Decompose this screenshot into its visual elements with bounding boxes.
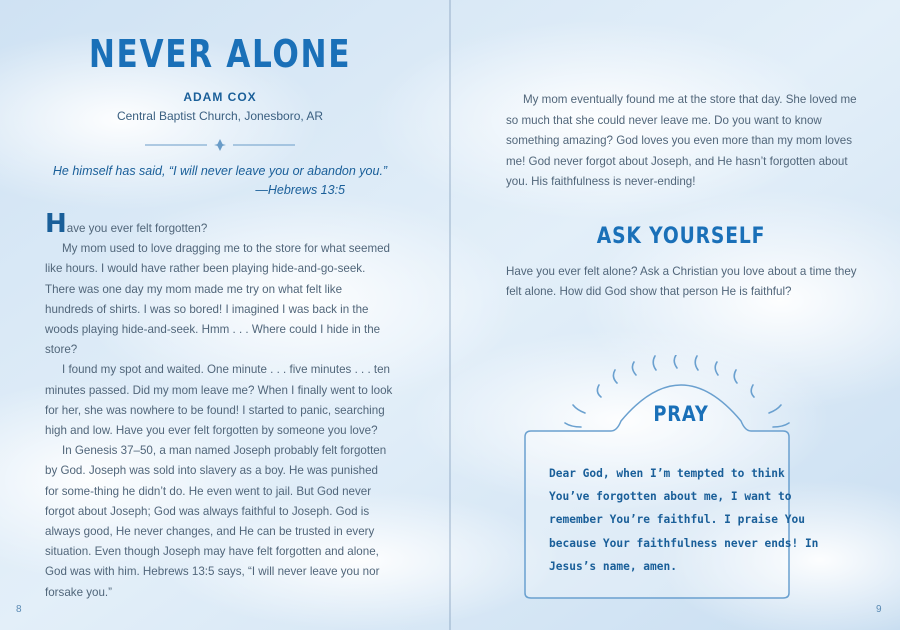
page-number-right: 9 xyxy=(876,604,882,615)
body-paragraph: My mom eventually found me at the store that day. She loved me so much that she could never leave me. Do you want to know something amazing? God loves you even more than my mom loves me! God never forgot about Joseph, and He hasn’t forgotten about you. His faithfulness is never-ending! xyxy=(506,93,857,189)
opening-text: ave you ever felt forgotten? xyxy=(66,222,208,235)
body-paragraph: In Genesis 37–50, a man named Joseph probably felt forgotten by God. Joseph was sold into slavery as a boy. He was punished for some-thing he didn’t do. He even went to jail. But God never forgot about Joseph; God was always faithful to Joseph. God is always good, He never changes, and He can be trusted in every situation. Even though Joseph may have felt forgotten and alone, God was with him. Hebrews 13:5 says, “I will never leave you nor forsake you.” xyxy=(45,444,387,599)
prayer-text: Dear God, when I’m tempted to think You’ve forgotten about me, I want to remember You’re faithful. I praise You because Your faithfulness never ends! In Jesus’s name, amen. xyxy=(549,467,819,573)
drop-cap: H xyxy=(45,209,67,239)
page-title: NEVER ALONE xyxy=(88,32,352,76)
ask-yourself-heading: ASK YOURSELF xyxy=(596,224,766,249)
continued-body xyxy=(506,90,864,193)
devotional-body xyxy=(45,209,393,603)
page-number-left: 8 xyxy=(16,604,22,615)
key-verse xyxy=(40,162,400,200)
pray-heading: PRAY xyxy=(653,402,709,426)
ornament-divider xyxy=(145,138,295,152)
ask-yourself-text: Have you ever felt alone? Ask a Christian you love about a time they felt alone. How did God show that person He is faithful? xyxy=(506,265,857,298)
verse-reference: —Hebrews 13:5 xyxy=(255,183,345,197)
author-name: ADAM COX xyxy=(183,90,257,104)
verse-text: He himself has said, “I will never leave you or abandon you.” xyxy=(52,164,388,178)
body-paragraph: I found my spot and waited. One minute . . . five minutes . . . ten minutes passed. Did my mom leave me? When I finally went to look for her, she was nowhere to be found! I started to panic, searching high and low. Have you ever felt forgotten by someone you love? xyxy=(45,363,393,438)
right-page xyxy=(451,0,900,630)
author-church: Central Baptist Church, Jonesboro, AR xyxy=(116,109,324,123)
opening-line xyxy=(45,209,393,239)
body-paragraph: My mom used to love dragging me to the store for what seemed like hours. I would have rather been playing hide-and-go-seek. There was one day my mom made me try on what felt like hundreds of shirts. I was so bored! I imagined I was back in the woods playing hide-and-seek. Hmm . . . Where could I hide in the store? xyxy=(45,242,391,357)
